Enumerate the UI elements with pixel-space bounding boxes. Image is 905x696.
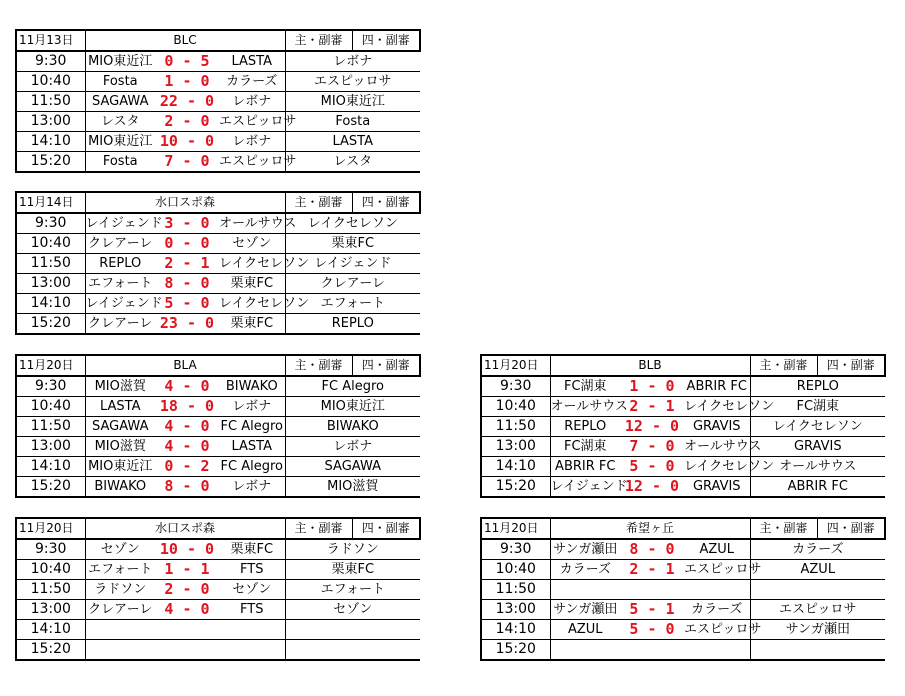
match-score: 12 - 0 (620, 477, 684, 498)
match-score: 22 - 0 (155, 92, 219, 112)
kickoff-time: 10:40 (481, 560, 550, 580)
match-row (16, 376, 420, 397)
kickoff-time: 11:50 (16, 254, 85, 274)
match-row (481, 477, 885, 498)
away-team: エスピッロサ (684, 560, 750, 580)
match-score (620, 640, 684, 661)
away-team (684, 580, 750, 600)
home-team: SAGAWA (85, 92, 155, 112)
referee-header-main: 主・副審 (285, 30, 352, 51)
match-row (481, 640, 885, 661)
referee-team: LASTA (285, 132, 420, 152)
referee-team: AZUL (750, 560, 885, 580)
kickoff-time: 9:30 (16, 213, 85, 234)
referee-team: レボナ (285, 437, 420, 457)
referee-header-fourth: 四・副審 (817, 355, 885, 376)
referee-team: 栗東FC (285, 560, 420, 580)
match-row (16, 580, 420, 600)
home-team: FC湖東 (550, 376, 620, 397)
away-team: GRAVIS (684, 417, 750, 437)
match-score (155, 640, 219, 661)
referee-header-main: 主・副審 (285, 192, 352, 213)
away-team (219, 620, 285, 640)
referee-team: SAGAWA (285, 457, 420, 477)
referee-team (285, 640, 420, 661)
home-team: REPLO (550, 417, 620, 437)
home-team: Fosta (85, 152, 155, 173)
match-row (16, 234, 420, 254)
referee-team: FC Alegro (285, 376, 420, 397)
away-team: レボナ (219, 132, 285, 152)
kickoff-time: 14:10 (481, 620, 550, 640)
match-score: 2 - 0 (155, 112, 219, 132)
home-team (550, 580, 620, 600)
match-score: 5 - 1 (620, 600, 684, 620)
away-team (219, 640, 285, 661)
kickoff-time: 13:00 (481, 437, 550, 457)
match-score: 0 - 5 (155, 51, 219, 72)
away-team: レイクセレソン (219, 294, 285, 314)
venue-cell: BLA (85, 355, 285, 376)
home-team: FC湖東 (550, 437, 620, 457)
home-team: レスタ (85, 112, 155, 132)
schedule-table-1 (15, 191, 421, 335)
venue-cell: BLB (550, 355, 750, 376)
away-team: エスピッロサ (219, 112, 285, 132)
schedule-table-4 (15, 517, 421, 661)
match-row (16, 417, 420, 437)
referee-header-fourth: 四・副審 (352, 518, 420, 539)
referee-team: セゾン (285, 600, 420, 620)
referee-team: MIO東近江 (285, 92, 420, 112)
match-row (481, 580, 885, 600)
match-row (16, 600, 420, 620)
referee-team: 栗東FC (285, 234, 420, 254)
match-score (620, 580, 684, 600)
venue-cell: 水口スポ森 (85, 192, 285, 213)
referee-header-fourth: 四・副審 (352, 355, 420, 376)
date-cell: 11月14日 (16, 192, 85, 213)
kickoff-time: 11:50 (481, 417, 550, 437)
away-team: GRAVIS (684, 477, 750, 498)
kickoff-time: 9:30 (481, 539, 550, 560)
referee-team (285, 620, 420, 640)
kickoff-time: 9:30 (16, 539, 85, 560)
away-team: レイクセレソン (219, 254, 285, 274)
referee-team (750, 580, 885, 600)
home-team: クレアーレ (85, 234, 155, 254)
match-row (16, 620, 420, 640)
kickoff-time: 9:30 (16, 376, 85, 397)
match-row (16, 314, 420, 335)
kickoff-time: 9:30 (481, 376, 550, 397)
venue-cell: BLC (85, 30, 285, 51)
away-team: FC Alegro (219, 457, 285, 477)
kickoff-time: 13:00 (16, 112, 85, 132)
home-team: サンガ瀬田 (550, 600, 620, 620)
referee-team: REPLO (285, 314, 420, 335)
referee-team: レボナ (285, 51, 420, 72)
home-team: LASTA (85, 397, 155, 417)
home-team: クレアーレ (85, 600, 155, 620)
match-row (481, 376, 885, 397)
kickoff-time: 15:20 (16, 314, 85, 335)
match-row (16, 152, 420, 173)
referee-team: エフォート (285, 580, 420, 600)
home-team: クレアーレ (85, 314, 155, 335)
referee-team: エフォート (285, 294, 420, 314)
home-team: SAGAWA (85, 417, 155, 437)
home-team: レイジェンド (550, 477, 620, 498)
away-team: オールサウス (219, 213, 285, 234)
away-team: レイクセレソン (684, 397, 750, 417)
match-score: 2 - 0 (155, 580, 219, 600)
home-team: ラドソン (85, 580, 155, 600)
match-row (481, 397, 885, 417)
home-team: サンガ瀬田 (550, 539, 620, 560)
schedule-table-5 (480, 517, 886, 661)
date-cell: 11月20日 (481, 355, 550, 376)
home-team (85, 640, 155, 661)
match-row (16, 437, 420, 457)
referee-header-fourth: 四・副審 (352, 192, 420, 213)
match-score: 8 - 0 (620, 539, 684, 560)
away-team: 栗東FC (219, 539, 285, 560)
home-team: MIO滋賀 (85, 376, 155, 397)
match-score: 4 - 0 (155, 437, 219, 457)
referee-team: クレアーレ (285, 274, 420, 294)
venue-cell: 水口スポ森 (85, 518, 285, 539)
match-row (16, 397, 420, 417)
home-team: レイジェンド (85, 294, 155, 314)
match-row (16, 539, 420, 560)
away-team: セゾン (219, 234, 285, 254)
match-score: 12 - 0 (620, 417, 684, 437)
away-team: エスピッロサ (684, 620, 750, 640)
kickoff-time: 15:20 (16, 152, 85, 173)
away-team: レボナ (219, 477, 285, 498)
away-team: 栗東FC (219, 314, 285, 335)
away-team: FTS (219, 560, 285, 580)
table-header-row (481, 518, 885, 539)
away-team: レボナ (219, 397, 285, 417)
match-row (16, 294, 420, 314)
match-score: 3 - 0 (155, 213, 219, 234)
match-row (481, 437, 885, 457)
referee-team: エスピッロサ (285, 72, 420, 92)
match-row (16, 72, 420, 92)
away-team: ABRIR FC (684, 376, 750, 397)
home-team: オールサウス (550, 397, 620, 417)
table-header-row (16, 518, 420, 539)
match-score: 1 - 1 (155, 560, 219, 580)
match-row (16, 274, 420, 294)
home-team: エフォート (85, 560, 155, 580)
referee-header-fourth: 四・副審 (352, 30, 420, 51)
referee-header-fourth: 四・副審 (817, 518, 885, 539)
venue-cell: 希望ヶ丘 (550, 518, 750, 539)
match-row (16, 112, 420, 132)
match-score: 7 - 0 (620, 437, 684, 457)
referee-team: レイジェンド (285, 254, 420, 274)
match-row (481, 539, 885, 560)
kickoff-time: 14:10 (16, 294, 85, 314)
match-score: 8 - 0 (155, 274, 219, 294)
home-team: MIO滋賀 (85, 437, 155, 457)
kickoff-time: 11:50 (16, 417, 85, 437)
referee-header-main: 主・副審 (750, 518, 817, 539)
match-score: 5 - 0 (155, 294, 219, 314)
away-team: レイクセレソン (684, 457, 750, 477)
home-team: MIO東近江 (85, 132, 155, 152)
referee-team: ABRIR FC (750, 477, 885, 498)
home-team: Fosta (85, 72, 155, 92)
match-row (16, 457, 420, 477)
home-team: MIO東近江 (85, 51, 155, 72)
table-header-row (481, 355, 885, 376)
match-score: 7 - 0 (155, 152, 219, 173)
kickoff-time: 9:30 (16, 51, 85, 72)
referee-team: サンガ瀬田 (750, 620, 885, 640)
date-cell: 11月20日 (481, 518, 550, 539)
match-score: 10 - 0 (155, 132, 219, 152)
match-score: 1 - 0 (155, 72, 219, 92)
referee-team: MIO滋賀 (285, 477, 420, 498)
home-team: REPLO (85, 254, 155, 274)
referee-team: REPLO (750, 376, 885, 397)
home-team: ABRIR FC (550, 457, 620, 477)
home-team: セゾン (85, 539, 155, 560)
kickoff-time: 13:00 (16, 437, 85, 457)
kickoff-time: 14:10 (481, 457, 550, 477)
date-cell: 11月20日 (16, 518, 85, 539)
kickoff-time: 10:40 (16, 560, 85, 580)
match-row (16, 560, 420, 580)
referee-header-main: 主・副審 (750, 355, 817, 376)
kickoff-time: 14:10 (16, 620, 85, 640)
kickoff-time: 15:20 (16, 640, 85, 661)
match-score: 0 - 2 (155, 457, 219, 477)
kickoff-time: 13:00 (481, 600, 550, 620)
match-score: 4 - 0 (155, 600, 219, 620)
kickoff-time: 11:50 (481, 580, 550, 600)
match-score: 4 - 0 (155, 376, 219, 397)
match-row (16, 132, 420, 152)
referee-team: GRAVIS (750, 437, 885, 457)
match-score: 4 - 0 (155, 417, 219, 437)
kickoff-time: 10:40 (481, 397, 550, 417)
match-score (155, 620, 219, 640)
referee-team (750, 640, 885, 661)
match-score: 5 - 0 (620, 457, 684, 477)
match-row (16, 477, 420, 498)
kickoff-time: 10:40 (16, 234, 85, 254)
away-team: LASTA (219, 437, 285, 457)
kickoff-time: 11:50 (16, 92, 85, 112)
referee-header-main: 主・副審 (285, 355, 352, 376)
away-team: オールサウス (684, 437, 750, 457)
home-team: カラーズ (550, 560, 620, 580)
match-score: 2 - 1 (620, 560, 684, 580)
table-header-row (16, 355, 420, 376)
kickoff-time: 15:20 (16, 477, 85, 498)
kickoff-time: 15:20 (481, 640, 550, 661)
kickoff-time: 11:50 (16, 580, 85, 600)
referee-header-main: 主・副審 (285, 518, 352, 539)
away-team: BIWAKO (219, 376, 285, 397)
kickoff-time: 10:40 (16, 72, 85, 92)
away-team: FTS (219, 600, 285, 620)
match-score: 18 - 0 (155, 397, 219, 417)
match-score: 8 - 0 (155, 477, 219, 498)
match-score: 1 - 0 (620, 376, 684, 397)
match-row (481, 560, 885, 580)
home-team: レイジェンド (85, 213, 155, 234)
home-team: BIWAKO (85, 477, 155, 498)
away-team: セゾン (219, 580, 285, 600)
match-row (16, 51, 420, 72)
away-team: カラーズ (219, 72, 285, 92)
home-team: AZUL (550, 620, 620, 640)
kickoff-time: 14:10 (16, 132, 85, 152)
referee-team: レイクセレソン (750, 417, 885, 437)
home-team (85, 620, 155, 640)
match-score: 10 - 0 (155, 539, 219, 560)
away-team: エスピッロサ (219, 152, 285, 173)
referee-team: レイクセレソン (285, 213, 420, 234)
away-team: LASTA (219, 51, 285, 72)
match-row (16, 254, 420, 274)
referee-team: Fosta (285, 112, 420, 132)
match-row (481, 417, 885, 437)
match-score: 23 - 0 (155, 314, 219, 335)
date-cell: 11月20日 (16, 355, 85, 376)
referee-team: ラドソン (285, 539, 420, 560)
kickoff-time: 14:10 (16, 457, 85, 477)
away-team: FC Alegro (219, 417, 285, 437)
away-team: レボナ (219, 92, 285, 112)
schedule-table-3 (480, 354, 886, 498)
referee-team: オールサウス (750, 457, 885, 477)
away-team: 栗東FC (219, 274, 285, 294)
match-score: 5 - 0 (620, 620, 684, 640)
referee-team: MIO東近江 (285, 397, 420, 417)
match-row (481, 600, 885, 620)
away-team: カラーズ (684, 600, 750, 620)
away-team (684, 640, 750, 661)
kickoff-time: 13:00 (16, 600, 85, 620)
match-row (481, 457, 885, 477)
table-header-row (16, 30, 420, 51)
referee-team: カラーズ (750, 539, 885, 560)
away-team: AZUL (684, 539, 750, 560)
home-team (550, 640, 620, 661)
home-team: エフォート (85, 274, 155, 294)
referee-team: レスタ (285, 152, 420, 173)
referee-team: エスピッロサ (750, 600, 885, 620)
schedule-table-2 (15, 354, 421, 498)
schedule-table-0 (15, 29, 421, 173)
match-score: 2 - 1 (155, 254, 219, 274)
match-row (481, 620, 885, 640)
date-cell: 11月13日 (16, 30, 85, 51)
match-row (16, 213, 420, 234)
home-team: MIO東近江 (85, 457, 155, 477)
match-row (16, 92, 420, 112)
kickoff-time: 13:00 (16, 274, 85, 294)
match-score: 0 - 0 (155, 234, 219, 254)
kickoff-time: 15:20 (481, 477, 550, 498)
match-score: 2 - 1 (620, 397, 684, 417)
table-header-row (16, 192, 420, 213)
match-row (16, 640, 420, 661)
referee-team: BIWAKO (285, 417, 420, 437)
kickoff-time: 10:40 (16, 397, 85, 417)
referee-team: FC湖東 (750, 397, 885, 417)
